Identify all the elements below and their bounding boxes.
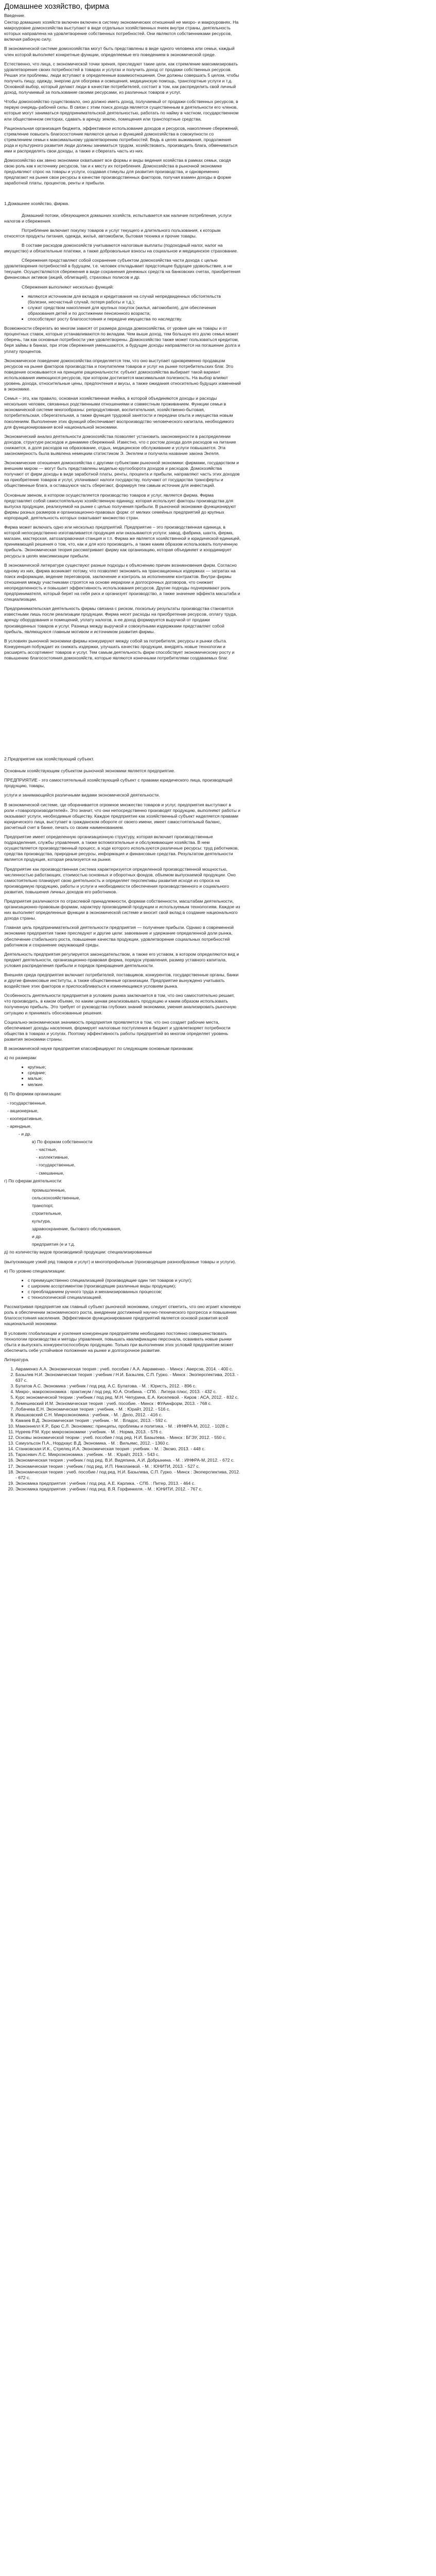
section-1-paragraph: В экономической литературе существуют разные подходы к объяснению причин возникновения фирм. Согласно одному из них, фирма возникает потому, что позволяет экономить на трансакционных издержках — затратах на поиск информации, ведение переговоров, заключение и контроль за исполнением контрактов. Внутри фирмы отношения между участниками строятся на основе иерархии и долгосрочных договоров, что снижает неопределенность и повышает эффективность использования ресурсов. Другие подходы подчеркивают роль предпринимателя, который берет на себя риск и организует производство, а также значение эффекта масштаба и специализации. <box>4 562 240 602</box>
section-2-paragraph: Предприятие имеет определенную организационную структуру, которая включает производственные подразделения, службы управления, а также вспомогательные и обслуживающие хозяйства. В нем осуществляется производственный процесс, в ходе которого используются различные ресурсы: труд работников, средства производства, природные ресурсы, информация и финансовые средства. Результатом деятельности является продукция, которая реализуется на рынке. <box>4 834 239 862</box>
reference-item: 2. Базылев Н.И. Экономическая теория : учебник / Н.И. Базылев, С.П. Гурко. - Минск : Экоперспектива, 2013. - 637 с. <box>15 1372 241 1383</box>
legal-label: - и др. <box>19 1131 31 1137</box>
ownership-item: - арендные, <box>7 1123 32 1129</box>
ownership-item: - кооперативные, <box>7 1115 43 1121</box>
intro-paragraph: Чтобы домохозяйство существовало, оно должно иметь доход, получаемый от продажи собственных ресурсов, в первую очередь-рабочей силы. В связи с этим поиск дохода является существенным в деятельности его членов, которые могут заниматься предпринимательской деятельностью, работать по найму в частном, государственном или общественном секторах, сдавать в аренду землю, помещения или транспортные средства. <box>4 99 239 122</box>
section-1-title: 1.Домашнее хозяйство, фирма. <box>4 200 69 206</box>
section-2-paragraph: В условиях глобализации и усиления конкуренции предприятиям необходимо постоянно совершенствовать технологии производства и методы управления, повышать квалификацию персонала, осваивать новые рынки сбыта и выпускать конкурентоспособную продукцию. Только при выполнении этих условий предприятие может обеспечить себе устойчивое положение на рынке и долгосрочное развитие. <box>4 1330 234 1353</box>
section-2-paragraph: Рассматривая предприятие как главный субъект рыночной экономики, следует отметить, что оно играет ключевую роль в обеспечении экономического роста, внедрении достижений научно-технического прогресса и повышении благосостояния населения. Эффективное функционирование предприятий является основой развития всей национальной экономики. <box>4 1304 241 1327</box>
technology-list <box>4 1278 241 1300</box>
intro-paragraph: Естественно, что лица, с экономической точки зрения, преследуют такие цели, как стремление максимизировать удовлетворение своих потребностей в товарах и услугах и получить доход от продажи собственных ресурсов. Решая эти проблемы, люди вступают в определенные взаимоотношения. Они должны совершать 5 целом, чтобы получить пищу, одежду, энергию для обогрева и освещения, медицинскую помощь, транспортные услуги и т.д. Основной выбор, который делают люди в качестве потребителей, состоит в том, как распределить свой личный доход, получаемый за пользование своими ресурсами, из различных товаров и услуг. <box>4 61 239 95</box>
ownership-item: - акционерные, <box>7 1108 39 1113</box>
size-item: • средние; <box>28 1070 241 1076</box>
section-1-paragraph: Потребление включает покупку товаров и услуг текущего и длительного пользования, к которым относятся продукты питания, одежда, жильё, автомобили, бытовая техника и прочие товары. <box>4 227 221 239</box>
industry-suffix: предприятия (е и т.д. <box>32 1242 75 1247</box>
section-2-paragraph: ПРЕДПРИЯТИЕ - это самостоятельный хозяйствующий субъект с правами юридического лица, производящий продукцию, товары, <box>4 777 233 789</box>
technology-item: • с широким ассортиментом (производящие различные виды продукции); <box>28 1283 241 1289</box>
document <box>0 0 245 1492</box>
references-list <box>4 1366 241 1492</box>
reference-item: 15. Тарасевич Л.С. Микроэкономика : учебник. - М. : Юрайт, 2013. - 543 с. <box>15 1452 241 1458</box>
size-item: • малые; <box>28 1076 241 1081</box>
reference-item: 5. Курс экономической теории : учебник / под ред. М.Н. Чепурина, Е.А. Киселевой. - Киров : АСА, 2012. - 832 с. <box>15 1395 241 1400</box>
ownership-label: б) По формам организации: <box>4 1091 62 1096</box>
function-item: • служат средством накопления для крупных покупок (жилья, автомобиля), для обеспечения образования детей и по достижении пенсионного возраста; <box>28 305 241 316</box>
section-2-paragraph: Особенность деятельности предприятия в условиях рынка заключается в том, что оно самостоятельно решает, что производить, в каком объеме, по каким ценам реализовывать продукцию и каким образом использовать полученную прибыль. Это требует от руководства глубоких знаний экономики, умения анализировать рыночную ситуацию и принимать обоснованные решения. <box>4 993 236 1015</box>
specialization-label: д) по количеству видов производимой продукции: специализированные <box>4 1249 152 1255</box>
section-1-paragraph: Основным звеном, в котором осуществляется производство товаров и услуг, является фирма. Фирма представляет собой самостоятельную хозяйственную единицу, которая использует факторы производства для выпуска продукции, реализуемой на рынке с целью получения прибыли. В рыночной экономике функционируют фирмы разных размеров и организационно-правовых форм: от мелких семейных предприятий до крупных корпораций, деятельность которых охватывает множество стран. <box>4 492 236 520</box>
section-2-paragraph: Внешняя среда предприятия включает потребителей, поставщиков, конкурентов, государственные органы, банки и другие финансовые институты, а также общественные организации. Предприятие вынуждено учитывать воздействие этих факторов и приспосабливаться к изменяющимся условиям рынка. <box>4 972 239 989</box>
section-1-paragraph: Семья – это, как правило, основная хозяйственная ячейка, в которой объединяются доходы и расходы нескольких человек, связанных родственными отношениями и совместным проживанием. Функции семьи в экономической системе многообразны: репродуктивная, воспитательная, хозяйственно-бытовая, потребительская, сберегательная, а также функция трудовой занятости и передачи опыта и имущества новым поколениям. Выполнение этих функций обеспечивает воспроизводство человеческого капитала, необходимого для функционирования всей национальной экономики. <box>4 396 234 430</box>
intro-paragraph: Домохозяйство как звено экономики охватывает все формы и виды ведения хозяйства в рамках семьи, сводя свою роль как к источнику ресурсов, так и к месту их потребления. Домохозяйства в рыночной экономике предъявляют спрос на товары и услуги, создавая стимулы для развития производства, и одновременно предлагают на рынке свои ресурсы в качестве производственных факторов, получая взамен доходы в форме заработной платы, процентов, ренты и прибыли. <box>4 158 232 186</box>
reference-item: 6. Лемешевский И.М. Экономическая теория : учеб. пособие. - Минск : ФУАинформ, 2013. - 768 с. <box>15 1401 241 1406</box>
section-1-paragraph: Возможности сберегать во многом зависят от размера дохода домохозяйства, от уровня цен на товары и от процентных ставок, которые устанавливаются по вкладам. Чем выше доход, тем большую его долю семья может сберечь, так как основные потребности уже удовлетворены. Домохозяйство также может пользоваться кредитом, беря займы в банках, при этом сбережения уменьшаются, а будущие доходы направляются на погашение долга и уплату процентов. <box>4 326 240 354</box>
legal-form-item: - государственные, <box>36 1162 76 1168</box>
section-1-paragraph: Сбережения выполняют несколько функций: <box>22 284 114 290</box>
section-1-paragraph: В составе расходов домохозяйств учитываются налоговые выплаты (подоходный налог, налог на имущество) и обязательные платежи, а также добровольные взносы на социальное и медицинское страхование. <box>4 243 238 254</box>
section-2-paragraph: В экономической системе, где оборачивается огромное множество товаров и услуг, предприятия выступают в роли «товаропроизводителей». Это значит, что они непосредственно производят продукцию, выполняют работы и оказывают услуги, необходимые обществу. Каждое предприятие как хозяйственный субъект наделяется правами юридического лица, выступает в гражданском обороте от своего имени, имеет самостоятельный баланс, расчетный счет в банке, печать со своим наименованием. <box>4 802 240 830</box>
section-1-paragraph: Экономические отношения домохозяйства с другими субъектами рыночной экономики: фирмами, государством и внешним миром — могут быть представлены моделью кругооборота доходов и расходов. Домохозяйства получают от фирм доходы в виде заработной платы, ренты, процента и прибыли, направляют часть этих доходов на приобретение товаров и услуг, уплачивают налоги государству, получают от государства трансферты и общественные блага, а оставшуюся часть сберегают, формируя тем самым источник для инвестиций. <box>4 460 240 488</box>
section-1-paragraph: Экономическое поведение домохозяйства определяется тем, что оно выступает одновременно продавцом ресурсов на рынке факторов производства и покупателем товаров и услуг на рынке потребительских благ. Это поведение основывается на принципе рациональности: субъект домохозяйства выбирает такой вариант использования имеющихся ресурсов, при котором достигается максимальная полезность. На выбор влияют уровень дохода, относительные цены, предпочтения и вкусы, а также ожидания относительно будущих изменений в экономике. <box>4 358 241 392</box>
section-2-paragraph: Социально-экономическая значимость предприятия проявляется в том, что оно создает рабочие места, обеспечивает доходы населения, формирует налоговые поступления в бюджет и удовлетворяет потребности общества в товарах и услугах. Поэтому эффективность работы предприятий во многом определяет уровень развития экономики страны. <box>4 1019 231 1042</box>
page-title: Домашнее хозяйство, фирма <box>4 2 109 11</box>
size-label: а) по размерам: <box>4 1055 37 1061</box>
legal-form-item: - частные, <box>36 1147 57 1153</box>
section-2-paragraph: услуги и занимающийся различными видами экономической деятельности. <box>4 792 160 798</box>
industry-item: строительные, <box>32 1211 62 1216</box>
ownership-list <box>4 1100 241 1129</box>
reference-item: 4. Микро-, макроэкономика : практикум / под ред. Ю.А. Огибина. - СПб. : Литера плюс, 2013. - 432 с. <box>15 1389 241 1395</box>
industry-item: промышленные, <box>32 1187 66 1193</box>
industry-item: и др. <box>32 1234 42 1240</box>
sizes-list <box>4 1064 241 1087</box>
section-2-paragraph: В экономической науке предприятия классифицируют по следующим основным признакам: <box>4 1046 194 1052</box>
legal-sub-label: в) По формам собственности <box>32 1139 93 1145</box>
technology-item: • с преобладанием ручного труда и механизированных процессов; <box>28 1289 241 1295</box>
reference-item: 11. Нуреев Р.М. Курс микроэкономики : учебник. - М. : Норма, 2013. - 576 с. <box>15 1429 241 1435</box>
reference-item: 18. Экономическая теория : учеб. пособие / под ред. Н.И. Базылева, С.П. Гурко. - Минск : Экоперспектива, 2012. - 672 с. <box>15 1469 241 1481</box>
section-1-body-continued <box>4 326 241 661</box>
section-2-paragraph: Деятельность предприятия регулируется законодательством, а также его уставом, в котором определяются вид и предмет деятельности, организационно-правовая форма, порядок управления, размер уставного капитала, условия распределения прибыли и порядок прекращения деятельности. <box>4 951 239 968</box>
size-item: • мелкие. <box>28 1082 241 1088</box>
ownership-item: - государственные, <box>7 1100 47 1106</box>
section-1-paragraph: Сбережения представляют собой сохранение субъектом домохозяйства части дохода с целью удовлетворения потребностей в будущем, т.е. человек откладывает предстоящее будущее удовольствие, а не текущее. Осуществляются сбережения в виде сохранения денежных средств на банковских счетах, приобретения финансовых активов (акций, облигаций), страховых полисов и др. <box>4 258 240 280</box>
section-1-paragraph: В условиях рыночной экономики фирмы конкурируют между собой за потребителя, ресурсы и рынки сбыта. Конкуренция побуждает их снижать издержки, улучшать качество продукции, внедрять новые технологии и расширять ассортимент товаров и услуг. Тем самым деятельность фирм способствует экономическому росту и повышению благосостояния домохозяйств, которые являются конечными потребителями создаваемых благ. <box>4 638 235 660</box>
reference-item: 13. Самуэльсон П.А., Нордхаус В.Д. Экономика. - М. : Вильямс, 2012. - 1360 с. <box>15 1440 241 1446</box>
legal-form-item: - смешанные, <box>36 1170 64 1176</box>
industry-item: сельскохозяйственные, <box>32 1195 80 1200</box>
section-1-paragraph: Фирма может включать одно или несколько предприятий. Предприятие – это производственная единица, в которой непосредственно изготавливается продукция или оказываются услуги: завод, фабрика, шахта, ферма, магазин, мастерская, автозаправочная станция и т.п. Фирма же является хозяйственной и юридической единицей, принимающей решения о том, что, как и для кого производить, а также каким образом использовать полученную прибыль. Экономическая теория рассматривает фирму как организацию, которая объединяет и координирует ресурсы в целях максимизации прибыли. <box>4 524 241 558</box>
industry-item: транспорт, <box>32 1202 54 1208</box>
intro-paragraph: В экономической системе домохозяйства могут быть представлены в виде одного человека или семьи, каждый член которой выполняет конкретные функции, определяемые его поведением в экономической среде. <box>4 46 235 57</box>
reference-item: 8. Ивашковский С.Н. Микроэкономика : учебник. - М. : Дело, 2012. - 416 с. <box>15 1412 241 1418</box>
reference-item: 9. Камаев В.Д. Экономическая теория : учебник. - М. : Владос, 2013. - 592 с. <box>15 1418 241 1423</box>
section-1-paragraph: Домашний потоки, обязующиеся домашних хозяйств, испытывается как наличие потребления, услуги налогов и сбережения. <box>4 212 232 224</box>
intro-paragraph: Сектор домашних хозяйств включен включен в систему экономических отношений не миоро- и макроуровнях. На макроуровне домохозяйства выступают в виде отдельных хозяйственных ячеек внутри страны, деятельность которых направлена на удовлетворение собственных потребностей. Они являются собственниками ресурсов, включая рабочую силу. <box>4 20 239 42</box>
technology-item: • с технологической специализацией. <box>28 1295 241 1300</box>
reference-item: 12. Основы экономической теории : учеб. пособие / под ред. Н.И. Базылева. - Минск : БГЭУ, 2012. - 550 с. <box>15 1435 241 1440</box>
reference-item: 7. Лобачева Е.Н. Экономическая теория : учебник. - М. : Юрайт, 2012. - 516 с. <box>15 1406 241 1412</box>
reference-item: 14. Станковская И.К., Стрелец И.А. Экономическая теория : учебник. - М. : Эксмо, 2013. - 448 с. <box>15 1446 241 1452</box>
reference-item: 10. Макконнелл К.Р., Брю С.Л. Экономикс: принципы, проблемы и политика. - М. : ИНФРА-М, 2012. - 1028 с. <box>15 1423 241 1429</box>
intro-section <box>4 20 241 186</box>
section-2-paragraph: Главная цель предпринимательской деятельности предприятия — получение прибыли. Однако в современной экономике предприятия также преследуют и другие цели: завоевание и удержание определенной доли рынка, обеспечение стабильного роста, повышение качества продукции, удовлетворение социальных потребностей работников и сохранение окружающей среды. <box>4 925 234 947</box>
section-1-body <box>4 213 241 290</box>
section-2-paragraph: Предприятие как производственная система характеризуется определенной производственной мощностью, численностью работающих, стоимостью основных и оборотных фондов, объемом выпускаемой продукции. Оно самостоятельно планирует свою деятельность и определяет перспективы развития исходя из спроса на производимую продукцию, работы и услуги и необходимости обеспечения производственного и социального развития, повышения личных доходов его работников. <box>4 866 236 894</box>
intro-label: Введение. <box>4 13 26 18</box>
specialization-text: (выпускающие узкий ряд товаров и услуг) и многопрофильные (производящие разнообразные товары и услуги). <box>4 1259 236 1264</box>
size-item: • крупные; <box>28 1064 241 1070</box>
section-2-body-continued <box>4 1304 241 1353</box>
technology-item: • с преимущественно специализацией (производящие один тип товаров и услуг); <box>28 1278 241 1283</box>
reference-item: 3. Булатов А.С. Экономика : учебник / под ред. А.С. Булатова. - М. : Юристъ, 2012. - 896 с. <box>15 1383 241 1389</box>
section-1-paragraph: Предпринимательская деятельность фирмы связана с риском, поскольку результаты производства становятся известными лишь после реализации продукции. Фирма несет расходы на приобретение ресурсов, оплату труда, аренду оборудования и помещений, уплату налогов, а ее доход формируется выручкой от продажи произведенных товаров и услуг. Разница между выручкой и совокупными издержками представляет собой прибыль, являющуюся главным мотивом и источником развития фирмы. <box>4 606 237 634</box>
reference-item: 20. Экономика предприятия : учебник / под ред. В.Я. Горфинкеля. - М. : ЮНИТИ, 2012. - 767 с. <box>15 1486 241 1492</box>
reference-item: 1. Авраменко А.А. Экономическая теория : учеб. пособие / А.А. Авраменко. - Минск : Аверсэв, 2014. - 400 с. <box>15 1366 241 1372</box>
legal-form-item: - коллективные, <box>36 1155 69 1160</box>
section-1-paragraph: Экономический анализ деятельности домохозяйства позволяет установить закономерности в распределении доходов, структуре расходов и динамике сбережений. Известно, что с ростом дохода доля расходов на питание снижается, а доля расходов на образование, отдых, медицинское обслуживание и услуги повышается. Эта закономерность была выявлена немецким статистиком Э. Энгелем и получила название закона Энгеля. <box>4 433 236 456</box>
industry-label: г) По сферам деятельности: <box>4 1178 62 1183</box>
spacer <box>4 665 241 742</box>
functions-list <box>4 294 241 322</box>
industry-list <box>4 1188 241 1240</box>
section-2-title: 2.Предприятие как хозяйствующий субъект. <box>4 756 94 762</box>
references-label: Литература. <box>4 1357 29 1362</box>
function-item: • способствуют росту благосостояния и передаче имущества по наследству. <box>28 316 241 322</box>
section-2-paragraph: Основным хозяйствующим субъектом рыночной экономики является предприятие. <box>4 768 176 774</box>
section-2-body <box>4 768 241 1052</box>
industry-item: здравоохранение, бытового обслуживания, <box>32 1226 121 1232</box>
intro-paragraph: Рациональная организация бюджета, эффективное использование доходов и ресурсов, накопление сбережений, стремление повысить благосостояние являются целью и функцией домохозяйства в совокупности со стремлением семьи к максимальному удовлетворению потребностей. Ведь в целях выживания, продолжения рода и культурного развития люди должны заниматься трудом, хозяйствовать, производить блага, обмениваться ими и распределять свои доходы, а также и сберегать часть из них. <box>4 125 239 154</box>
reference-item: 19. Экономика предприятия : учебник / под ред. А.Е. Карлика. - СПб. : Питер, 2013. - 464 с. <box>15 1481 241 1486</box>
reference-item: 17. Экономическая теория : учебник / под ред. И.П. Николаевой. - М. : ЮНИТИ, 2013. - 527 с. <box>15 1464 241 1469</box>
function-item: • являются источником для вкладов и кредитования на случай непредвиденных обстоятельств (болезни, несчастный случай, потеря работы и т.д.); <box>28 294 241 305</box>
section-2-paragraph: Предприятия различаются по отраслевой принадлежности, формам собственности, масштабам деятельности, организационно-правовым формам, характеру производимой продукции и используемым технологиям. Каждое из них выполняет определенные функции в экономической системе и вносит свой вклад в создание национального дохода страны. <box>4 898 240 921</box>
legal-list <box>4 1147 241 1176</box>
technology-label: е) По уровню специализации: <box>4 1268 65 1274</box>
industry-item: культура, <box>32 1218 51 1224</box>
reference-item: 16. Экономическая теория : учебник / под ред. В.И. Видяпина, А.И. Добрынина. - М. : ИНФРА-М, 2012. - 672 с. <box>15 1458 241 1463</box>
